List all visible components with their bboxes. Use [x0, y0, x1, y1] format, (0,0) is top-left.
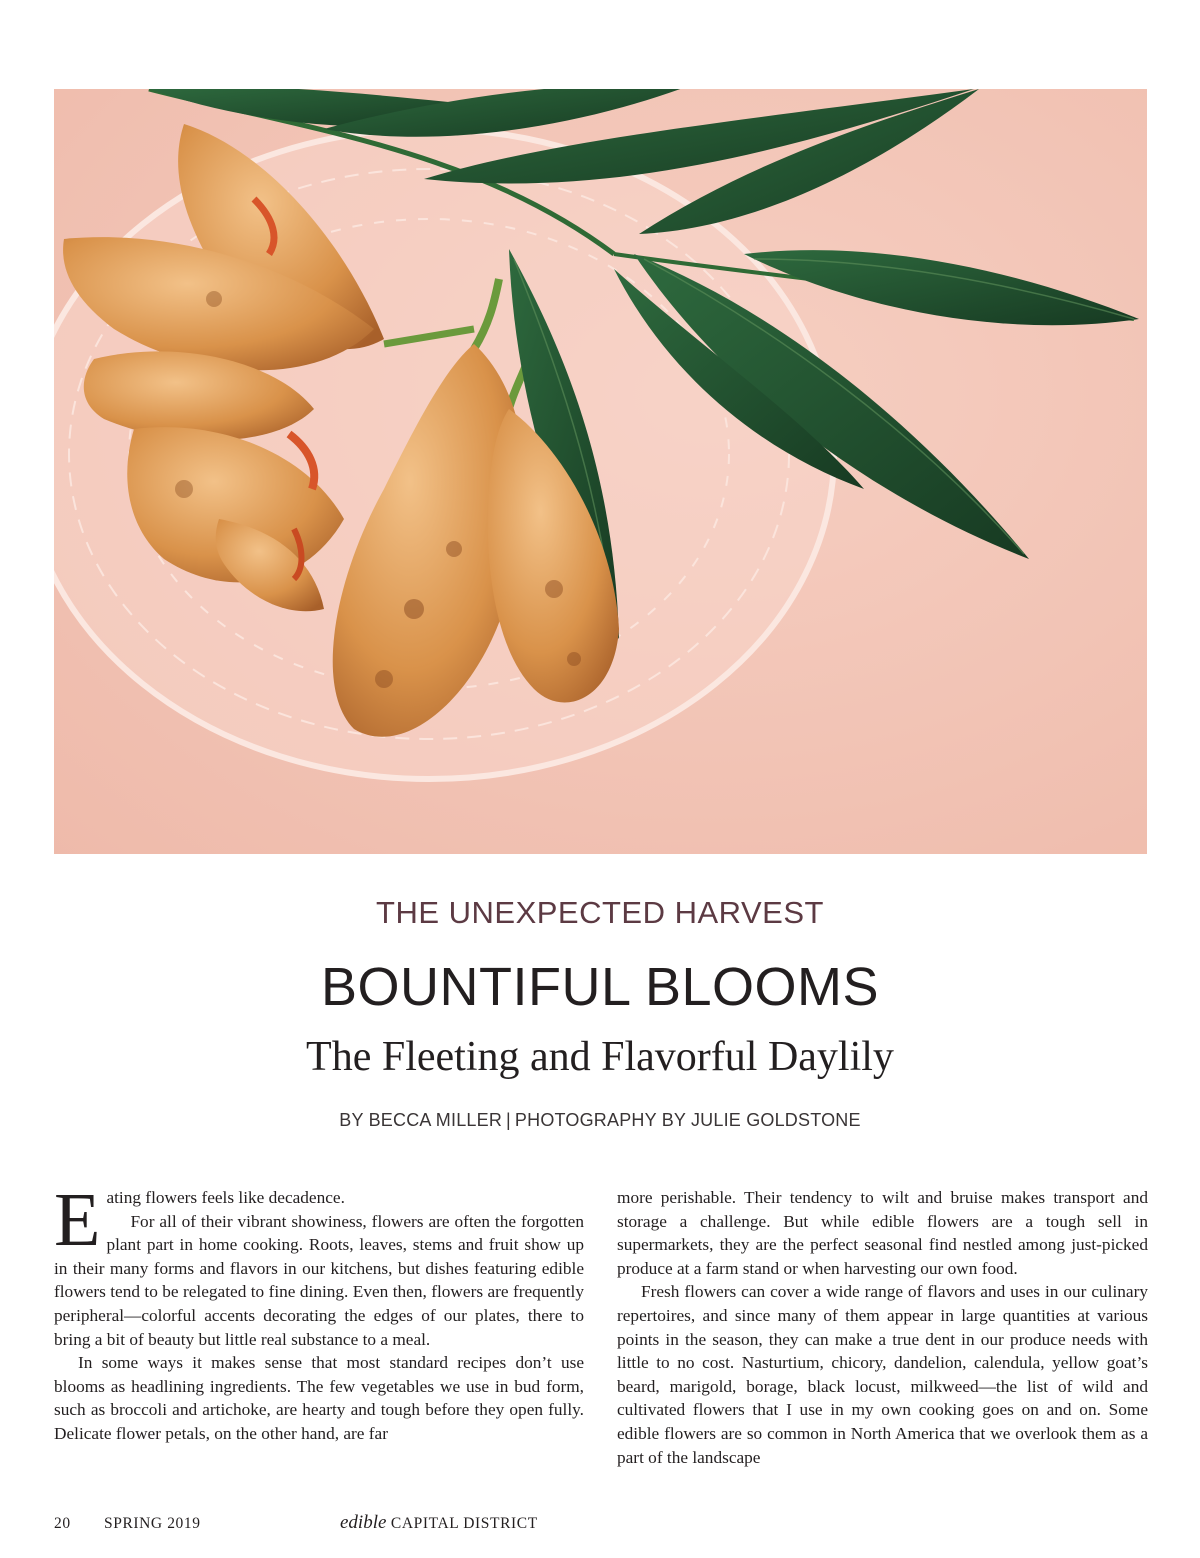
brand-edible: edible [340, 1512, 387, 1533]
byline [0, 1110, 1200, 1131]
issue-label: SPRING 2019 [104, 1515, 201, 1532]
section-kicker: THE UNEXPECTED HARVEST [376, 895, 824, 930]
byline-author: BY BECCA MILLER [339, 1110, 503, 1130]
paragraph: In some ways it makes sense that most standard recipes don’t use blooms as headlining ingredients. The few vegetables we use in bud form, such as broccoli and artichoke, are hearty and tough before they open fully. Delicate flower petals, on the other hand, are far [54, 1353, 584, 1443]
hero-photo [54, 89, 1147, 854]
paragraph: Fresh flowers can cover a wide range of flavors and uses in our culinary repertoires, and since many of them appear in large quantities at various points in the season, they can make a true dent in our produce needs with little to no cost. Nasturtium, chicory, dandelion, calendula, yellow goat’s beard, marigold, borage, black locust, milkweed—the list of wild and cultivated flowers that I use in my own cooking goes on and on. Some edible flowers are so common in North America that we overlook them as a part of the landscape [617, 1282, 1148, 1467]
byline-separator: | [506, 1110, 511, 1130]
paragraph: more perishable. Their tendency to wilt and bruise makes transport and storage a challenge. But while edible flowers are a tough sell in supermarkets, they are the perfect seasonal find nestled among just-picked produce at a farm stand or when harvesting our own food. [617, 1188, 1148, 1278]
article-headline: BOUNTIFUL BLOOMS [320, 957, 880, 1017]
byline-photographer: PHOTOGRAPHY BY JULIE GOLDSTONE [514, 1110, 861, 1130]
page-number: 20 [54, 1515, 71, 1532]
page-footer [54, 1512, 538, 1534]
article-subhead: The Fleeting and Flavorful Daylily [306, 1034, 894, 1080]
brand-name: CAPITAL DISTRICT [390, 1515, 538, 1532]
article-column-left [54, 1178, 584, 1446]
paragraph: For all of their vibrant showiness, flowers are often the forgotten plant part in home cooking. Roots, leaves, stems and fruit show up in their many forms and flavors in our kitchens, but dishes featuring edible flowers tend to be relegated to fine dining. Even then, flowers are frequently peripheral—colorful accents decorating the edges of our plates, there to bring a bit of beauty but little real substance to a meal. [54, 1211, 584, 1349]
paragraph: ating flowers feels like decadence. [106, 1188, 345, 1207]
fried-daylily-photo [54, 89, 1147, 854]
article-column-right [617, 1186, 1148, 1469]
drop-cap: E [54, 1178, 101, 1262]
